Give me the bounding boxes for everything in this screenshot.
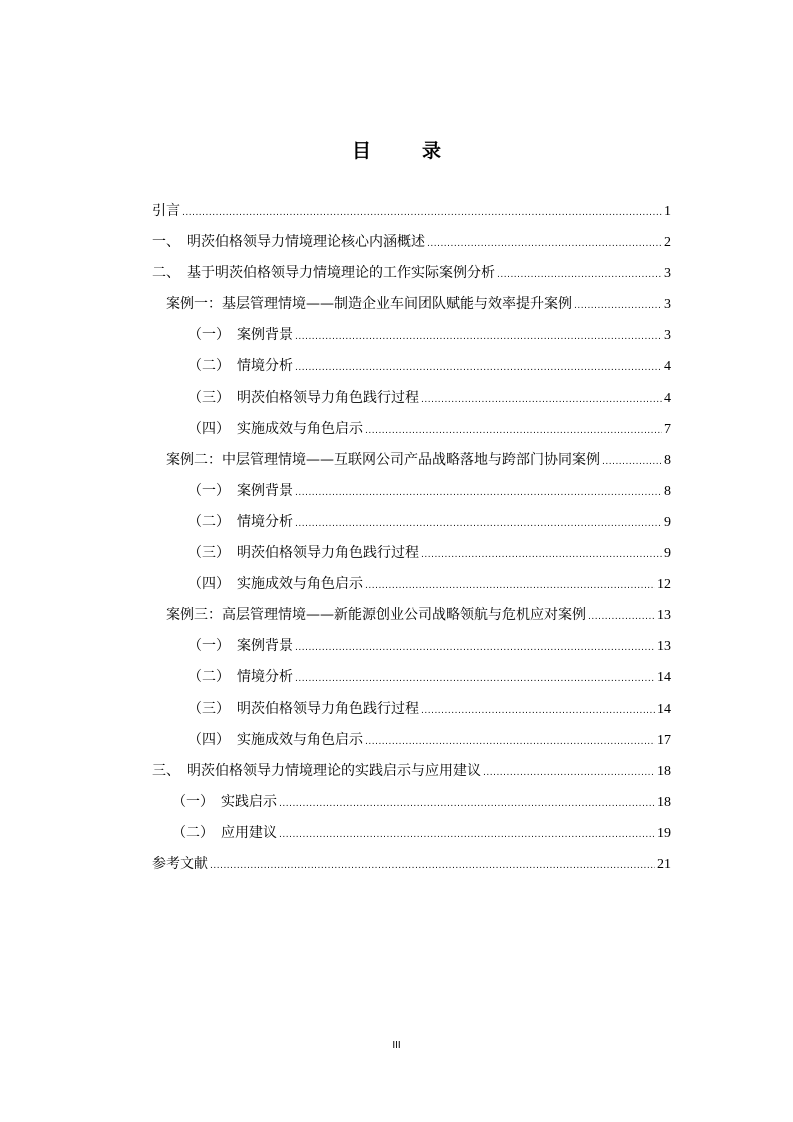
- toc-entry[interactable]: [152, 351, 671, 382]
- toc-entry[interactable]: [152, 600, 671, 631]
- toc-entry-label: （一） 案例背景: [188, 327, 293, 344]
- toc-entry[interactable]: [152, 631, 671, 662]
- toc-entry[interactable]: [152, 569, 671, 600]
- toc-leader-dots: [295, 478, 662, 509]
- toc-entry-page: 13: [657, 639, 671, 655]
- toc-leader-dots: [295, 353, 662, 384]
- toc-entry-page: 18: [657, 794, 671, 810]
- toc-leader-dots: [421, 385, 662, 416]
- toc-entry-label: （二） 应用建议: [172, 824, 277, 841]
- toc-title: 目 录: [351, 140, 457, 162]
- toc-entry-page: 3: [664, 266, 671, 282]
- toc-entry-page: 9: [664, 546, 671, 562]
- toc-entry-label: （四） 实施成效与角色启示: [188, 576, 363, 593]
- toc-entry-page: 3: [664, 297, 671, 313]
- toc-entry-label: （三） 明茨伯格领导力角色践行过程: [188, 545, 419, 562]
- toc-entry-label: （一） 实践启示: [172, 793, 277, 810]
- page-number: III: [392, 1040, 401, 1051]
- toc-entry-label: （四） 实施成效与角色启示: [188, 731, 363, 748]
- toc-leader-dots: [279, 820, 655, 851]
- toc-leader-dots: [295, 664, 655, 695]
- toc-entry-page: 17: [657, 732, 671, 748]
- toc-entry-label: （四） 实施成效与角色启示: [188, 420, 363, 437]
- toc-entry-page: 18: [657, 763, 671, 779]
- toc-entry-label: （二） 情境分析: [188, 513, 293, 530]
- toc-entry-page: 14: [657, 701, 671, 717]
- table-of-contents: [152, 196, 671, 880]
- toc-leader-dots: [295, 322, 662, 353]
- toc-leader-dots: [365, 571, 655, 602]
- toc-entry-label: （二） 情境分析: [188, 358, 293, 375]
- toc-entry-page: 1: [664, 204, 671, 219]
- toc-entry[interactable]: [152, 507, 671, 538]
- toc-entry-page: 2: [664, 235, 671, 251]
- toc-leader-dots: [421, 696, 655, 727]
- toc-entry-label: 一、 明茨伯格领导力情境理论核心内涵概述: [152, 234, 425, 251]
- toc-entry-page: 9: [664, 514, 671, 530]
- toc-entry-label: 案例三：高层管理情境——新能源创业公司战略领航与危机应对案例: [166, 607, 586, 624]
- toc-entry[interactable]: [152, 289, 671, 320]
- toc-leader-dots: [210, 851, 655, 882]
- toc-entry-page: 14: [657, 670, 671, 686]
- toc-leader-dots: [365, 416, 662, 447]
- toc-entry-label: （三） 明茨伯格领导力角色践行过程: [188, 700, 419, 717]
- toc-entry[interactable]: [152, 756, 671, 787]
- toc-entry[interactable]: [152, 694, 671, 725]
- toc-entry-label: （一） 案例背景: [188, 638, 293, 655]
- toc-entry[interactable]: [152, 445, 671, 476]
- toc-entry-label: （一） 案例背景: [188, 482, 293, 499]
- toc-entry-label: 二、 基于明茨伯格领导力情境理论的工作实际案例分析: [152, 265, 495, 282]
- toc-entry-label: （三） 明茨伯格领导力角色践行过程: [188, 389, 419, 406]
- toc-entry[interactable]: [152, 538, 671, 569]
- toc-leader-dots: [588, 602, 655, 633]
- toc-entry[interactable]: [152, 258, 671, 289]
- toc-entry[interactable]: [152, 787, 671, 818]
- toc-entry-page: 8: [664, 452, 671, 468]
- toc-leader-dots: [279, 789, 655, 820]
- toc-entry-page: 13: [657, 608, 671, 624]
- toc-entry[interactable]: [152, 320, 671, 351]
- toc-leader-dots: [497, 260, 662, 291]
- toc-entry-page: 4: [664, 390, 671, 406]
- toc-leader-dots: [182, 198, 662, 229]
- toc-leader-dots: [295, 633, 655, 664]
- toc-entry-label: 三、 明茨伯格领导力情境理论的实践启示与应用建议: [152, 762, 481, 779]
- toc-leader-dots: [427, 229, 662, 260]
- toc-entry[interactable]: [152, 662, 671, 693]
- toc-entry-page: 7: [664, 421, 671, 437]
- toc-entry-label: 案例一：基层管理情境——制造企业车间团队赋能与效率提升案例: [166, 296, 572, 313]
- toc-entry[interactable]: [152, 849, 671, 880]
- toc-entry[interactable]: [152, 725, 671, 756]
- toc-leader-dots: [365, 727, 655, 758]
- toc-entry[interactable]: [152, 383, 671, 414]
- toc-entry[interactable]: [152, 476, 671, 507]
- toc-entry-page: 3: [664, 328, 671, 344]
- toc-entry-label: 参考文献: [152, 855, 208, 872]
- toc-entry[interactable]: [152, 414, 671, 445]
- toc-leader-dots: [602, 447, 662, 478]
- toc-leader-dots: [483, 758, 655, 789]
- toc-entry-page: 21: [657, 856, 671, 872]
- toc-leader-dots: [574, 291, 662, 322]
- toc-entry-page: 4: [664, 359, 671, 375]
- toc-leader-dots: [295, 509, 662, 540]
- toc-entry-label: 案例二：中层管理情境——互联网公司产品战略落地与跨部门协同案例: [166, 451, 600, 468]
- toc-leader-dots: [421, 540, 662, 571]
- toc-entry-page: 12: [657, 577, 671, 593]
- toc-entry-label: 引言: [152, 203, 180, 219]
- toc-entry-label: （二） 情境分析: [188, 669, 293, 686]
- toc-entry-page: 19: [657, 825, 671, 841]
- toc-entry[interactable]: [152, 818, 671, 849]
- toc-entry[interactable]: [152, 196, 671, 227]
- toc-entry[interactable]: [152, 227, 671, 258]
- toc-entry-page: 8: [664, 483, 671, 499]
